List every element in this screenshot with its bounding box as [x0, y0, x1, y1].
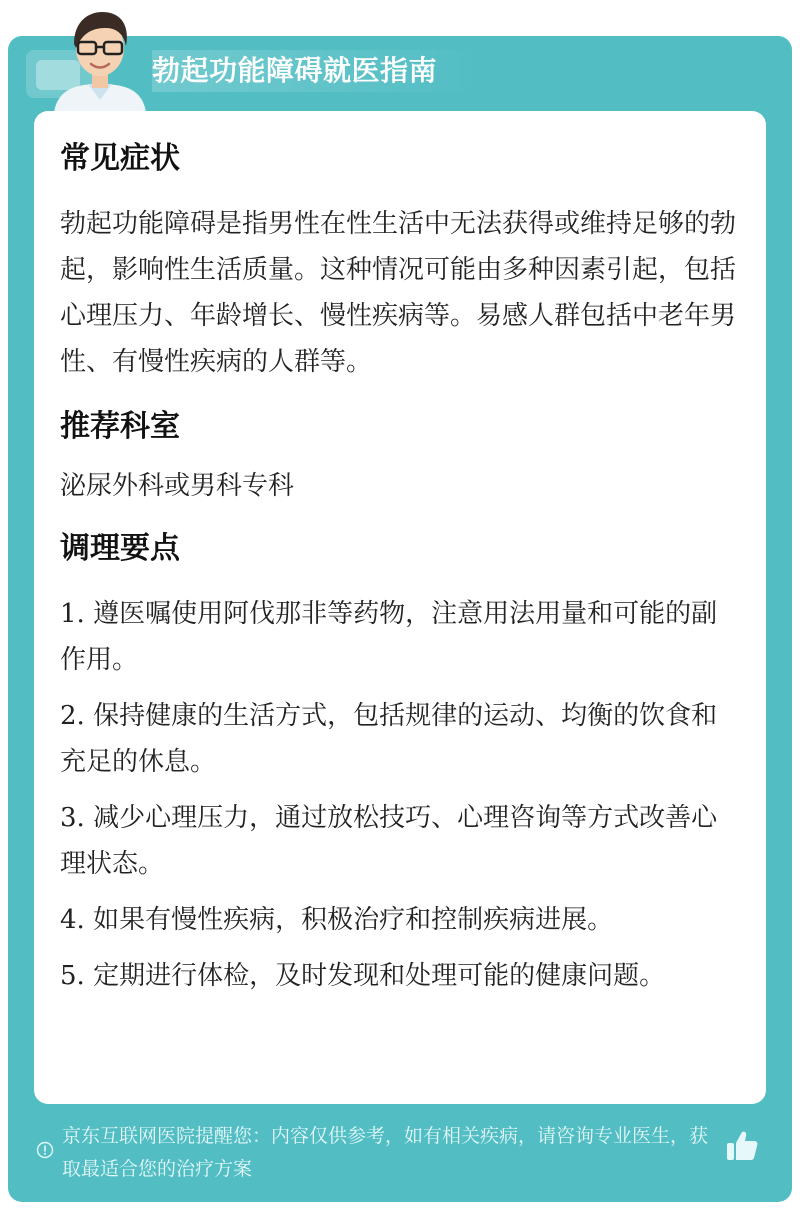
care-list: [60, 591, 740, 999]
thumbs-up-icon[interactable]: [724, 1128, 760, 1164]
list-item-text: 减少心理压力，通过放松技巧、心理咨询等方式改善心理状态。: [60, 803, 718, 879]
list-item-number: 1.: [60, 599, 85, 629]
list-item-text: 保持健康的生活方式，包括规律的运动、均衡的饮食和充足的休息。: [60, 701, 718, 777]
list-item-number: 3.: [60, 803, 85, 833]
symptoms-section: [60, 133, 740, 385]
list-item-number: 2.: [60, 701, 85, 731]
list-item: [60, 897, 740, 943]
department-title: 推荐科室: [60, 409, 180, 444]
list-item-number: 4.: [60, 905, 85, 935]
content-card: [34, 111, 766, 1104]
care-title: 调理要点: [60, 531, 180, 566]
list-item-text: 遵医嘱使用阿伐那非等药物，注意用法用量和可能的副作用。: [60, 599, 718, 675]
list-item-text: 定期进行体检，及时发现和处理可能的健康问题。: [93, 961, 666, 991]
symptoms-text: 勃起功能障碍是指男性在性生活中无法获得或维持足够的勃起，影响性生活质量。这种情况可能由多种因素引起，包括心理压力、年龄增长、慢性疾病等。易感人群包括中老年男性、有慢性疾病的人群等。: [60, 209, 737, 377]
list-item-number: 5.: [60, 961, 85, 991]
content-body: [60, 133, 740, 1009]
list-item: [60, 795, 740, 887]
info-icon: [36, 1141, 54, 1159]
list-item-text: 如果有慢性疾病，积极治疗和控制疾病进展。: [93, 905, 614, 935]
list-item: [60, 591, 740, 683]
department-section: [60, 401, 740, 509]
list-item: [60, 953, 740, 999]
doctor-avatar-icon: [44, 4, 156, 112]
list-item: [60, 693, 740, 785]
symptoms-title: 常见症状: [60, 141, 180, 176]
department-text: 泌尿外科或男科专科: [60, 471, 295, 501]
page-title: 勃起功能障碍就医指南: [152, 50, 477, 92]
care-section: [60, 523, 740, 999]
footer-disclaimer: 京东互联网医院提醒您：内容仅供参考，如有相关疾病，请咨询专业医生，获取最适合您的治疗方案: [62, 1125, 709, 1180]
